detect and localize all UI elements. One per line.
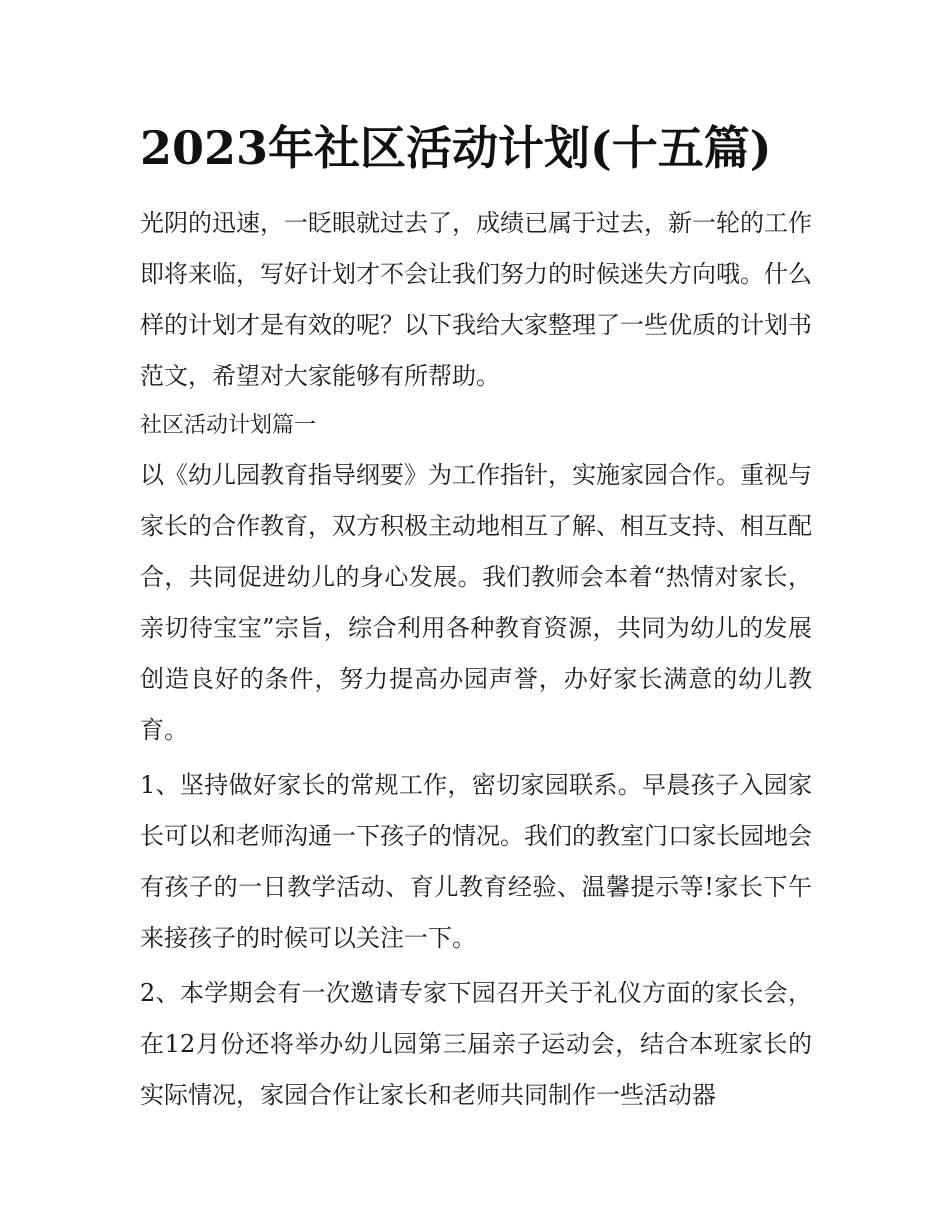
document-body bbox=[140, 198, 812, 1121]
document-title: 2023年社区活动计划(十五篇) bbox=[140, 121, 772, 175]
section-heading: 社区活动计划篇一 bbox=[140, 413, 317, 438]
list-item-1: 1、坚持做好家长的常规工作，密切家园联系。早晨孩子入园家长可以和老师沟通一下孩子的情况。我们的教室门口家长园地会有孩子的一日教学活动、育儿教育经验、温馨提示等!家长下午来接孩子的时候可以关注一下。 bbox=[140, 771, 812, 952]
body-paragraph: 以《幼儿园教育指导纲要》为工作指针，实施家园合作。重视与家长的合作教育，双方积极主动地相互了解、相互支持、相互配合，共同促进幼儿的身心发展。我们教师会本着“热情对家长，亲切待宝宝”宗旨，综合利用各种教育资源，共同为幼儿的发展创造良好的条件，努力提高办园声誉，办好家长满意的幼儿教育。 bbox=[140, 461, 812, 744]
list-item-2: 2、本学期会有一次邀请专家下园召开关于礼仪方面的家长会，在12月份还将举办幼儿园第三届亲子运动会，结合本班家长的实际情况，家园合作让家长和老师共同制作一些活动器 bbox=[140, 979, 812, 1109]
intro-paragraph: 光阴的迅速，一眨眼就过去了，成绩已属于过去，新一轮的工作即将来临，写好计划才不会让我们努力的时候迷失方向哦。什么样的计划才是有效的呢？以下我给大家整理了一些优质的计划书范文，希望对大家能够有所帮助。 bbox=[140, 209, 812, 390]
